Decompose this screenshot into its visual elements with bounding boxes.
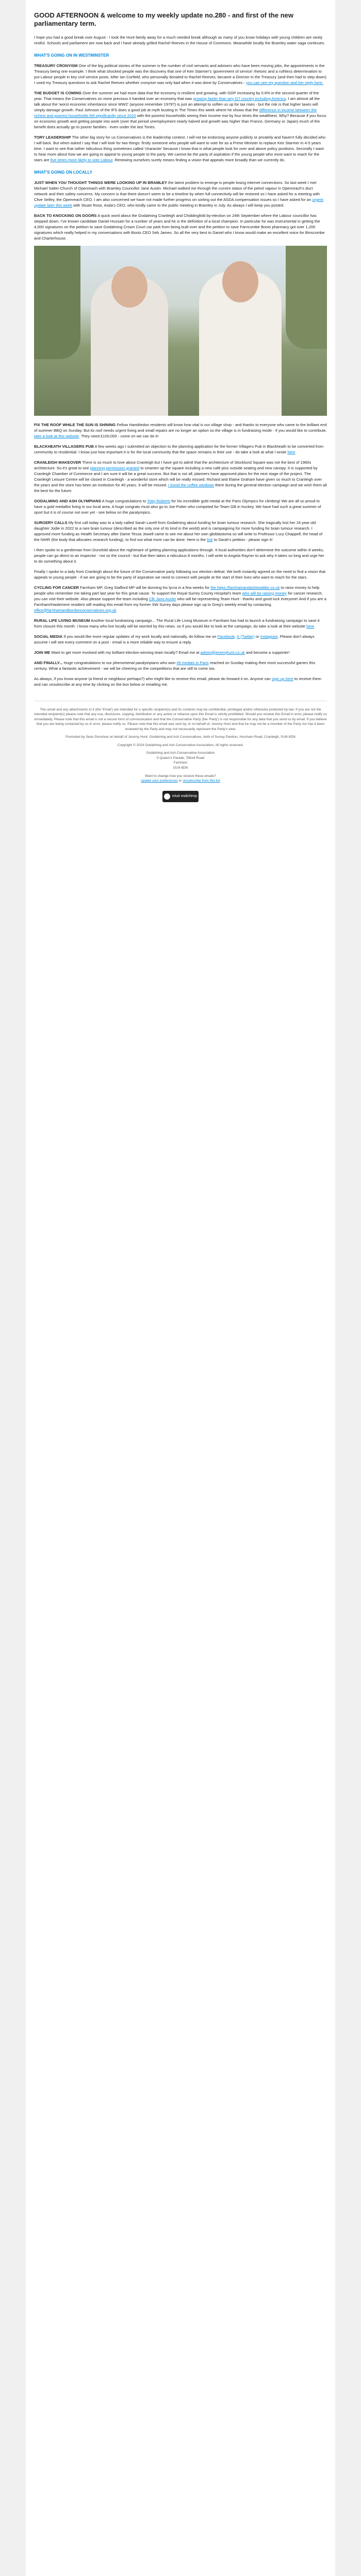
cycling-email-link[interactable]: office@farnhamandbordonconservatives.org.uk (34, 607, 117, 613)
budget-paragraph (34, 90, 327, 130)
join-text-2: and become a supporter! (245, 650, 290, 655)
mailchimp-icon (164, 793, 170, 800)
surgery-text-2: to Sarah's petition - please sign it! (214, 537, 273, 542)
footer-org-line-4: GU9 8DN (173, 766, 188, 770)
budget-text-2: . I am almost all the talk about the 'worst economic inheritance since WW2' (anyone remember 1979?) is just an attempt to soften us up for tax rises - but the risk is that higher taxes will simply damage growth. Paul Johnson of the IFS does a good job at myth busting in The Times this week where he shows that the (34, 96, 320, 112)
cycling-link-3[interactable]: Cllr Jane Austin (149, 596, 176, 601)
headline: GOOD AFTERNOON & welcome to my weekly update no.280 - and first of the new parliamentary term. (34, 11, 293, 28)
museum-paragraph (34, 618, 327, 629)
signoff-text-2: to receive them and can unsubscribe at any time by clicking on the box below or emailing me. (34, 676, 321, 687)
dunsfold-paragraph: I then spoke to a gentleman from Dunsfold about the nightmare of getting planning applications through. It local authorities don't determine the outcome within 8 weeks, people can go direct to an inspector - not so the council - but that then takes a ridiculous 8 months. I will write to Angela Rayner to ask why it takes so long and urge her to do something about it. (34, 547, 324, 564)
budget-link-growth[interactable]: growing faster than any G7 country including America (193, 96, 286, 101)
doors-paragraph (34, 213, 327, 241)
signup-link[interactable]: sign up here (271, 676, 293, 681)
surgery-paragraph (34, 520, 327, 543)
cycling-text: Farnham MP, Greg Stafford MP will be donning his lycra in a few weeks for (80, 585, 210, 590)
cranleigh-text-3: there during the general election campaign and we wish them all the best for the future. (34, 482, 327, 493)
footer-address (34, 751, 327, 770)
treasury-text: One of the big political stories of the summer is the number of civil servants and advisers who have been moving jobs, the appointments in the Treasury being one example. I think what shocked people was the discovery that one of Keir Starmer's 'government of service' rhetoric and a ruthless determination to put Labour people in key civil service posts. After Ian Corfield, who personally donated to Rachel Reeves, became a Director in the Treasury (and then had to step down) I used my Treasury questions to ask Rachel Reeves whether cronyism was only bad when it was done by Conservatives - (34, 63, 326, 85)
social-or: or (255, 634, 259, 639)
twitter-link[interactable]: X (Twitter) (237, 634, 255, 639)
doors-title: BACK TO KNOCKING ON DOORS (34, 213, 97, 218)
doors-text: A quick word about the Godalming Cranleigh and Chiddingfold by-election on 24th September where the Labour councillor has stepped down. I've known candidate Daniel Hussain for a number of years and he is the definition of a local champion. In particular he was instrumental in getting the 4,000 signatures on the petition to save Godalming Crown Court car park from being built over and the petition to save Farncombe Boots pharmacy got over 1,200 signatures which really helped in my conversations with Boots CEO Seb James. So all the very best to Daniel who I know would make an excellent voice for Binscombe and Charterhouse. (34, 213, 325, 241)
intro-paragraph: I hope you had a good break over August - I took the Hunt family away for a much needed break although as many of you know holidays with young children are rarely restful. Schools and parliament are now back and I have already grilled Rachel Reeves in the House of Commons. Meanwhile locally the Bramley water saga continues. (34, 35, 325, 45)
finally-text: Huge congratulations to our phenomenal paralympians who won (63, 660, 176, 665)
budget-title: THE BUDGET IS COMING (34, 90, 81, 95)
footer (34, 701, 327, 802)
social-title: SOCIAL MEDIA (34, 634, 63, 639)
olympians-title: GODALMING AND ASH OLYMPIANS (34, 498, 101, 503)
photo-head-right (222, 261, 258, 302)
social-text: If you would like more regular updates of my work locally and nationally, do follow me on (63, 634, 217, 639)
museum-link[interactable]: here (306, 623, 315, 629)
cycling-text-4: who will be representing Team Hunt - thanks and good luck everyone! And if you are a Farnham/Haslemere resident still reading this email from my former SW Surrey days please sign up to Greg's weekly email by contacting (34, 596, 326, 607)
signoff-paragraph (34, 676, 327, 687)
surgery-title: SURGERY CALLS (34, 520, 68, 525)
water-text-2: with Stuart Rose, Asda's CEO, who kindly came to the public meeting in Bramley in July. As always I will keep you posted. (73, 202, 285, 208)
footer-disclaimer: This email and any attachments to it (the 'Email') are intended for a specific recipient(s) and its contents may be confidential, privileged and/or otherwise protected by law. If you are not the intended recipient(s) please note that any use, disclosure, copying, distribution or any action or reliance upon this Email is strictly prohibited. Should you receive this Email in error, please notify us immediately. Please note that this email is not a secure form of communication and that the Conservative Party (the 'Party') is not responsible for any data that you send us by email. If you believe that you are being contacted by us in error, please notify us. Please note that this email was sent by, or on behalf of, Jeremy Hunt and that he may not be a member of the Party nor has it been reviewed by the Party and may not necessarily represent the Party's view. (34, 707, 327, 731)
join-text: Want to get more involved with my brilliant election-winning team locally? Email me at (51, 650, 200, 655)
budget-link-income[interactable]: difference in income between the richest and poorest households fell significantly since 2010 (34, 107, 317, 118)
cranleigh-text-2: to smarten up the square including a new café plus outside seating and new canopy. It is supported by Cranleigh Chamber of Commerce and I am sure it will be a great success. But that is not all, planners have approved plans for the next stage of the project. The Cranleigh Leisure Centre will be closed in Cranleigh - a wonderful store which will be really missed. Richard and Elaine Graham have given so much to Cranleigh over the years and the store has been an institution for 40 years. It will be missed. (34, 465, 322, 487)
section-header-westminster: WHAT'S GOING ON IN WESTMINSTER (34, 53, 109, 58)
update-preferences-link[interactable]: update your preferences (141, 779, 178, 783)
instagram-link[interactable]: Instagram (260, 634, 278, 639)
olympians-paragraph (34, 498, 327, 515)
cranleigh-paragraph (34, 460, 327, 494)
surgery-text: My first call today was to a lady called Sarah Lavell from Godalming about funding for brain tumour research. She tragically lost her 16 year old daughter Jodie in 2022 to a rare brain tumour (described as the only one of its kind in the world) and is campaigning for more funding for brain tumour research. I approved more funding as Health Secretary after Dame Tessa Jowell came to see me about her own glioblastoma so will write to Professor Lucy Chappell, the head of the NIHR (the body that allocates research funding), to find out what more can be done. Here is the (34, 520, 323, 542)
cycling-paragraph (34, 585, 327, 613)
email-body (26, 0, 335, 2576)
finally-link[interactable]: 49 medals in Paris (176, 660, 209, 665)
facebook-link[interactable]: Facebook (217, 634, 235, 639)
tory-text-2: . Renewing ourselves surely means finding a vision that appeals more broadly than we currently do. (112, 157, 286, 162)
roof-title: FIX THE ROOF WHILE THE SUN IS SHINING (34, 422, 116, 427)
finally-paragraph (34, 660, 327, 671)
roof-paragraph (34, 422, 327, 439)
join-title: JOIN ME (34, 650, 51, 655)
museum-text: Another local fundraising campaign... The Rural Life Living Museum in Farnham has had to launch a fundraising campaign to save it from closure this month. I know many who live locally will be worried by this news. so if you would like to look at the campaign, do take a look at their website (34, 618, 320, 629)
cranleigh-conversation-paragraph: Finally I spoke to a lady from Cranleigh about the future of the Conservative party following our election defeat. We both instantly agreed on the need to find a vision that appeals to young people - if we are going to be the party of aspiration we need to connect with people at the start of their lives who want to reach for the stars. (34, 569, 326, 580)
pub-title: BLACKHEATH VILLAGERS PUB (34, 444, 94, 449)
cycling-link-2[interactable]: who will be raising money (242, 590, 287, 596)
cranleigh-title: CRANLEIGH MAKEOVER (34, 460, 81, 465)
mailchimp-logo[interactable] (162, 791, 199, 802)
roof-link[interactable]: take a look at this website (34, 433, 79, 438)
footer-copyright: Copyright © 2024 Godalming and Ash Conservative Association, All rights reserved. (117, 743, 244, 747)
cycling-text-2: to raise money to help people who remember me taking part last year for this great cause. To support the Royal Surrey County Hospital's team (34, 585, 320, 596)
water-link[interactable]: urgent update later this week (34, 197, 323, 208)
olympians-text: A huge congratulations to (102, 498, 146, 503)
cycling-text-3: for cancer research, you can visit their website. Also please support the team including (34, 590, 323, 601)
treasury-link[interactable]: you can see my question and her reply here. (246, 80, 323, 85)
cranleigh-link[interactable]: planning permission granted (90, 465, 140, 470)
tory-link[interactable]: five times more likely to vote Labour (50, 157, 113, 162)
cranleigh-text: There is so much to love about Cranleigh but I have got to admit that the architecture of Stocklund Square was not the best of 1960s architecture. So it's great to see (34, 460, 311, 470)
water-text: the latest problem to emerge is people losing internet connections. So last week I met Michael Salter-Church of Openreach with Bramley Councillor Jane Austin. Michael walked me through the current status of the petrol vapour in Openreach's duct network and their safety concerns. My concern is that there doesn't seem to be a timeline by when full connectivity will be restored so I have asked for a meeting with Clive Selley, the Openreach CEO. I am also concerned we have not made further progress on sorting out the ASDA compensation issues so I have asked for an (34, 180, 320, 202)
water-title: JUST WHEN YOU THOUGHT THINGS WERE LOOKING UP IN BRAMLEY (34, 180, 167, 185)
unsubscribe-link[interactable]: unsubscribe from this list (183, 779, 220, 783)
cranleigh-link-2[interactable]: I loved the coffee windows (168, 482, 214, 487)
pub-link[interactable]: here (287, 449, 296, 454)
olympians-text-2: for his incredible gold medal at the Paris Olympics for climbing! We are all so proud to have a gold medallist living in our local area. A huge congrats must also go to Joe Potter who competed for Team GB in hockey. We have had such a great summer of sport but it is of course not over yet - see below on the paralympics. (34, 498, 321, 515)
footer-org-line-1: Godalming and Ash Conservative Association (146, 751, 215, 755)
photo-head-left (111, 266, 147, 308)
tory-paragraph (34, 134, 327, 163)
signoff-text: As always, if you know anyone (a friend or neighbour perhaps?) who might like to receive this email, please do forward it on. Anyone can (34, 676, 271, 681)
treasury-paragraph (34, 63, 327, 86)
section-header-locally: WHAT'S GOING ON LOCALLY (34, 170, 93, 175)
cycling-link[interactable]: the https://farnhamandashtowbike.co.uk (210, 585, 280, 590)
roof-text: Fellow Hambledon residents will know how vital is our village shop - and thanks to everyone who came to the brilliant end of summer BBQ on Sunday. But its roof needs urgent fixing and small repairs are no longer an option so the village is in fundraising mode - if you would like to contribute, (34, 422, 327, 433)
pub-paragraph (34, 444, 327, 455)
footer-prefs: Want to change how you receive these emails? update your preferences or unsubscribe from this list (141, 774, 220, 783)
cycling-title: CYCLING FOR CANCER (34, 585, 79, 590)
social-text-2: . Please don't always assume I will see every comment on a post - email is a more reliable way to ensure a reply. (34, 634, 315, 645)
photo-tree-left (34, 246, 80, 359)
budget-text-3: with the poorest households seeing their income rise by four times the wealthiest. Why? Because if you focus on economic growth and getting people into work (over that period unemployment nearly halved and growth was higher than France, Germany or Japan) much of the benefit does actually go to poorer families - even under the last Tories. (34, 113, 326, 129)
museum-title: RURAL LIFE LIVING MUSEUM (34, 618, 90, 623)
photo-tree-right (286, 246, 327, 349)
budget-text: Over the summer we had more data that the economy is resilient and growing, with GDP increasing by 0.6% in the second quarter of the year. That means the Conservatives on more precious it handed over an economy that was (34, 90, 319, 101)
footer-org-line-2: 5 Queen's Parade, Tilford Road (156, 756, 205, 760)
tory-text: The other big story for us Conservatives is the leadership contest. I will not be endorsing anyone publicly or privately and haven't fully decided who I will back. But when asked I say that I will look for two things: firstly someone who people will want to vote for as a Prime Minister to replace Keir Starmer in 4-5 years time. I want to see that rather ridiculous thing sometimes called 'character' because I know that is what people look for over and above policy positions. Secondly I want to hear more about how we are going to appeal to young people to the party. We cannot be the party of aspiration if the young people who most want to reach for the stars are (34, 134, 326, 162)
mailchimp-logo-text: intuit mailchimp (172, 794, 198, 798)
footer-promoted: Promoted by Sean Donohoe on behalf of Jeremy Hunt, Godalming and Ash Conservatives, both of Surrey Pavilion, Horsham Road, Cranleigh, GU6 8DN (65, 735, 296, 739)
footer-org-line-3: Farnham (173, 761, 188, 765)
tory-title: TORY LEADERSHIP (34, 134, 71, 140)
join-email-link[interactable]: admin@jeremyhunt.co.uk (200, 650, 245, 655)
footer-prefs-text: Want to change how you receive these emails? (145, 774, 216, 778)
olympians-link[interactable]: Toby Roberts (147, 498, 171, 503)
water-paragraph (34, 180, 327, 208)
finally-text-2: reached on Sunday making their most successful games this century. What a fantastic achievement - we will be cheering on the competitions that are still to come too. (34, 660, 316, 671)
social-paragraph: SOCIAL MEDIA If you would like more regular updates of my work locally and nationally, do follow me on Facebook, X (Twitter) or Instagram. Please don't always assume I will see every comment on a post - email is a more reliable way to ensure a reply. (34, 634, 315, 645)
surgery-link[interactable]: link (207, 537, 213, 542)
pub-text: A few weeks ago I submitted an objection to the planning application for the former Villagers Pub in Blackheath to be converted from community to residential. I know just how important it is for the local community that the space remains in their use - do take a look at what I wrote (34, 444, 324, 454)
treasury-title: TREASURY CRONYISM (34, 63, 78, 68)
campaign-photo (34, 246, 327, 416)
join-paragraph (34, 650, 327, 655)
roof-text-2: . They need £100,000 - come on we can do it! (78, 433, 159, 438)
finally-title: AND FINALLY... (34, 660, 63, 665)
